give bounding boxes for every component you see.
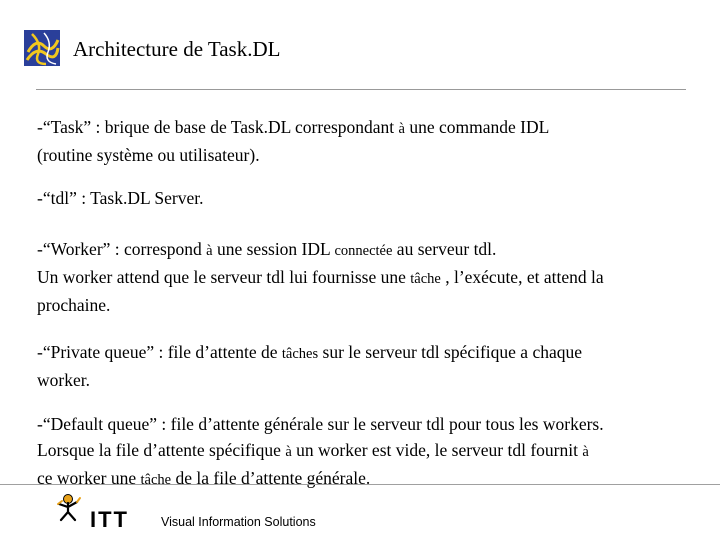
paragraph-line [37, 236, 707, 264]
text: sur le serveur tdl spécifique a chaque [322, 342, 582, 362]
title-divider [36, 89, 686, 90]
paragraph-line: worker. [37, 370, 90, 390]
text: un worker est vide, le serveur tdl fournit [296, 440, 578, 460]
text: ” : correspond [102, 239, 202, 259]
page-title: Architecture de Task.DL [73, 37, 281, 61]
text: connectée [334, 243, 393, 259]
paragraph-line: (routine système ou utilisateur). [37, 145, 260, 165]
paragraph-line [37, 339, 707, 367]
text-prefix: -“ [37, 239, 51, 259]
itt-mascot-icon [53, 492, 83, 522]
term-task: Task [50, 117, 84, 137]
term-default-queue: Default queue [50, 414, 150, 434]
paragraph-line: prochaine. [37, 295, 111, 315]
text: ” : file d’attente de [146, 342, 278, 362]
text: , l’exécute, et attend la [445, 267, 604, 287]
text: une session IDL [216, 239, 331, 259]
term-private-queue: Private queue [50, 342, 147, 362]
term-tdl: tdl [50, 188, 70, 208]
text: tâche [410, 271, 441, 287]
text: à [206, 243, 213, 259]
paragraph-line [37, 465, 707, 493]
footer-tagline: Visual Information Solutions [161, 515, 316, 529]
text: ce worker une [37, 468, 137, 488]
paragraph-line [37, 264, 707, 292]
text: ” : file d’attente générale sur le serveur tdl pour tous les workers. [149, 414, 604, 434]
text: une commande IDL [409, 117, 550, 137]
text: de la file d’attente générale. [175, 468, 371, 488]
text: tâche [140, 472, 172, 488]
text: au serveur tdl. [396, 239, 497, 259]
paragraph-line [37, 185, 707, 211]
paragraph-default-queue [37, 411, 707, 493]
text-prefix: -“ [37, 414, 51, 434]
paragraph-tdl [37, 185, 707, 211]
paragraph-line [37, 437, 707, 465]
paragraph-line [37, 411, 707, 437]
text-prefix: -“ [37, 188, 51, 208]
paragraph-worker [37, 236, 707, 318]
paragraph-private-queue [37, 339, 707, 393]
text: à [582, 444, 589, 460]
text: Lorsque la file d’attente spécifique [37, 440, 281, 460]
text: à [398, 121, 405, 137]
text: tâches [281, 346, 319, 362]
paragraph-line [37, 114, 707, 142]
text: Un worker attend que le serveur tdl lui fournisse une [37, 267, 406, 287]
footer-divider [0, 484, 720, 485]
globe-logo-icon [24, 30, 60, 66]
text-prefix: -“ [37, 342, 51, 362]
text: ” : Task.DL Server. [69, 188, 204, 208]
text: ” : brique de base de Task.DL correspondant [83, 117, 395, 137]
paragraph-task [37, 114, 707, 168]
footer-brand: ITT [90, 507, 129, 532]
term-worker: Worker [50, 239, 103, 259]
text: à [285, 444, 292, 460]
text-prefix: -“ [37, 117, 51, 137]
